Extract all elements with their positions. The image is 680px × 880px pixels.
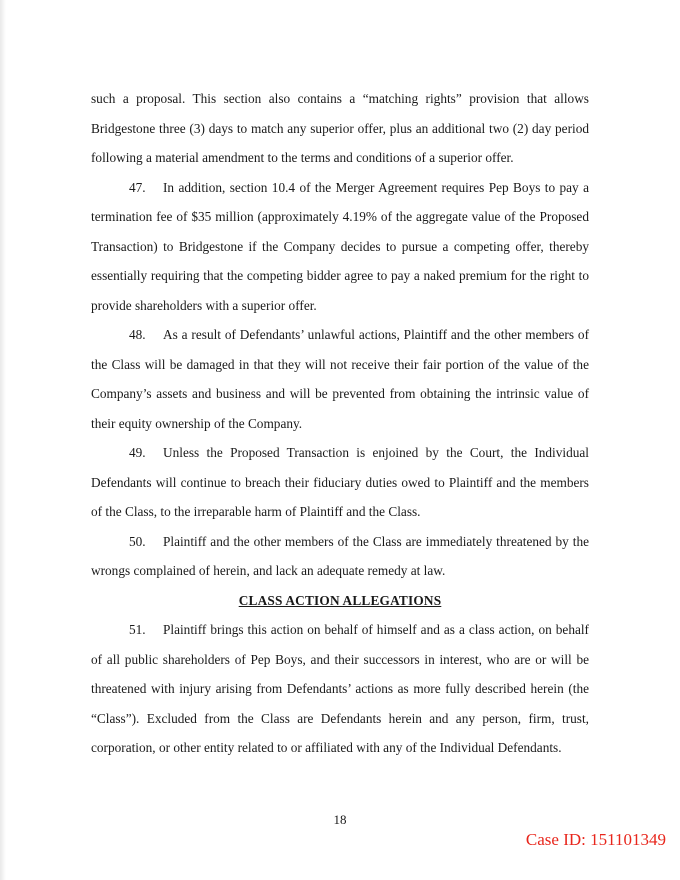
paragraph-text: Plaintiff and the other members of the Class are immediately threatened by the wrongs complained of herein, and lack an adequate remedy at law.	[91, 533, 589, 578]
paragraph-text: Unless the Proposed Transaction is enjoined by the Court, the Individual Defendants will continue to breach their fiduciary duties owed to Plaintiff and the members of the Class, to the irreparable harm of Plaintiff and the Class.	[91, 445, 589, 519]
paragraph-51	[91, 615, 589, 763]
paragraph-47	[91, 173, 589, 321]
lead-paragraph: such a proposal. This section also contains a “matching rights” provision that allows Bridgestone three (3) days to match any superior offer, plus an additional two (2) day period following a material amendment to the terms and conditions of a superior offer.	[91, 91, 589, 165]
paragraph-number: 47.	[129, 179, 146, 195]
page-edge-shadow	[0, 0, 6, 880]
section-heading: CLASS ACTION ALLEGATIONS	[238, 592, 442, 608]
paragraph-number: 50.	[129, 533, 146, 549]
paragraph-text: Plaintiff brings this action on behalf of himself and as a class action, on behalf of all public shareholders of Pep Boys, and their successors in interest, who are or will be threatened with injury arising from Defendants’ actions as more fully described herein (the “Class”). Excluded from the Class are Defendants herein and any person, firm, trust, corporation, or other entity related to or affiliated with any of the Individual Defendants.	[91, 622, 589, 755]
paragraph-number: 51.	[129, 622, 146, 637]
paragraph-49	[91, 438, 589, 527]
document-body	[91, 84, 589, 763]
page-number: 18	[333, 812, 347, 827]
case-id-stamp: Case ID: 151101349	[525, 830, 666, 849]
paragraph-48	[91, 320, 589, 438]
paragraph-number: 48.	[129, 327, 146, 342]
paragraph-number: 49.	[129, 445, 146, 460]
paragraph-50	[91, 527, 589, 586]
paragraph-text: In addition, section 10.4 of the Merger Agreement requires Pep Boys to pay a termination fee of $35 million (approximately 4.19% of the aggregate value of the Proposed Transaction) to Bridgestone if the Company decides to pursue a competing offer, thereby essentially requiring that the competing bidder agree to pay a naked premium for the right to provide shareholders with a superior offer.	[91, 179, 589, 313]
paragraph-text: As a result of Defendants’ unlawful actions, Plaintiff and the other members of the Class will be damaged in that they will not receive their fair portion of the value of the Company’s assets and business and will be prevented from obtaining the intrinsic value of their equity ownership of the Company.	[91, 327, 589, 431]
